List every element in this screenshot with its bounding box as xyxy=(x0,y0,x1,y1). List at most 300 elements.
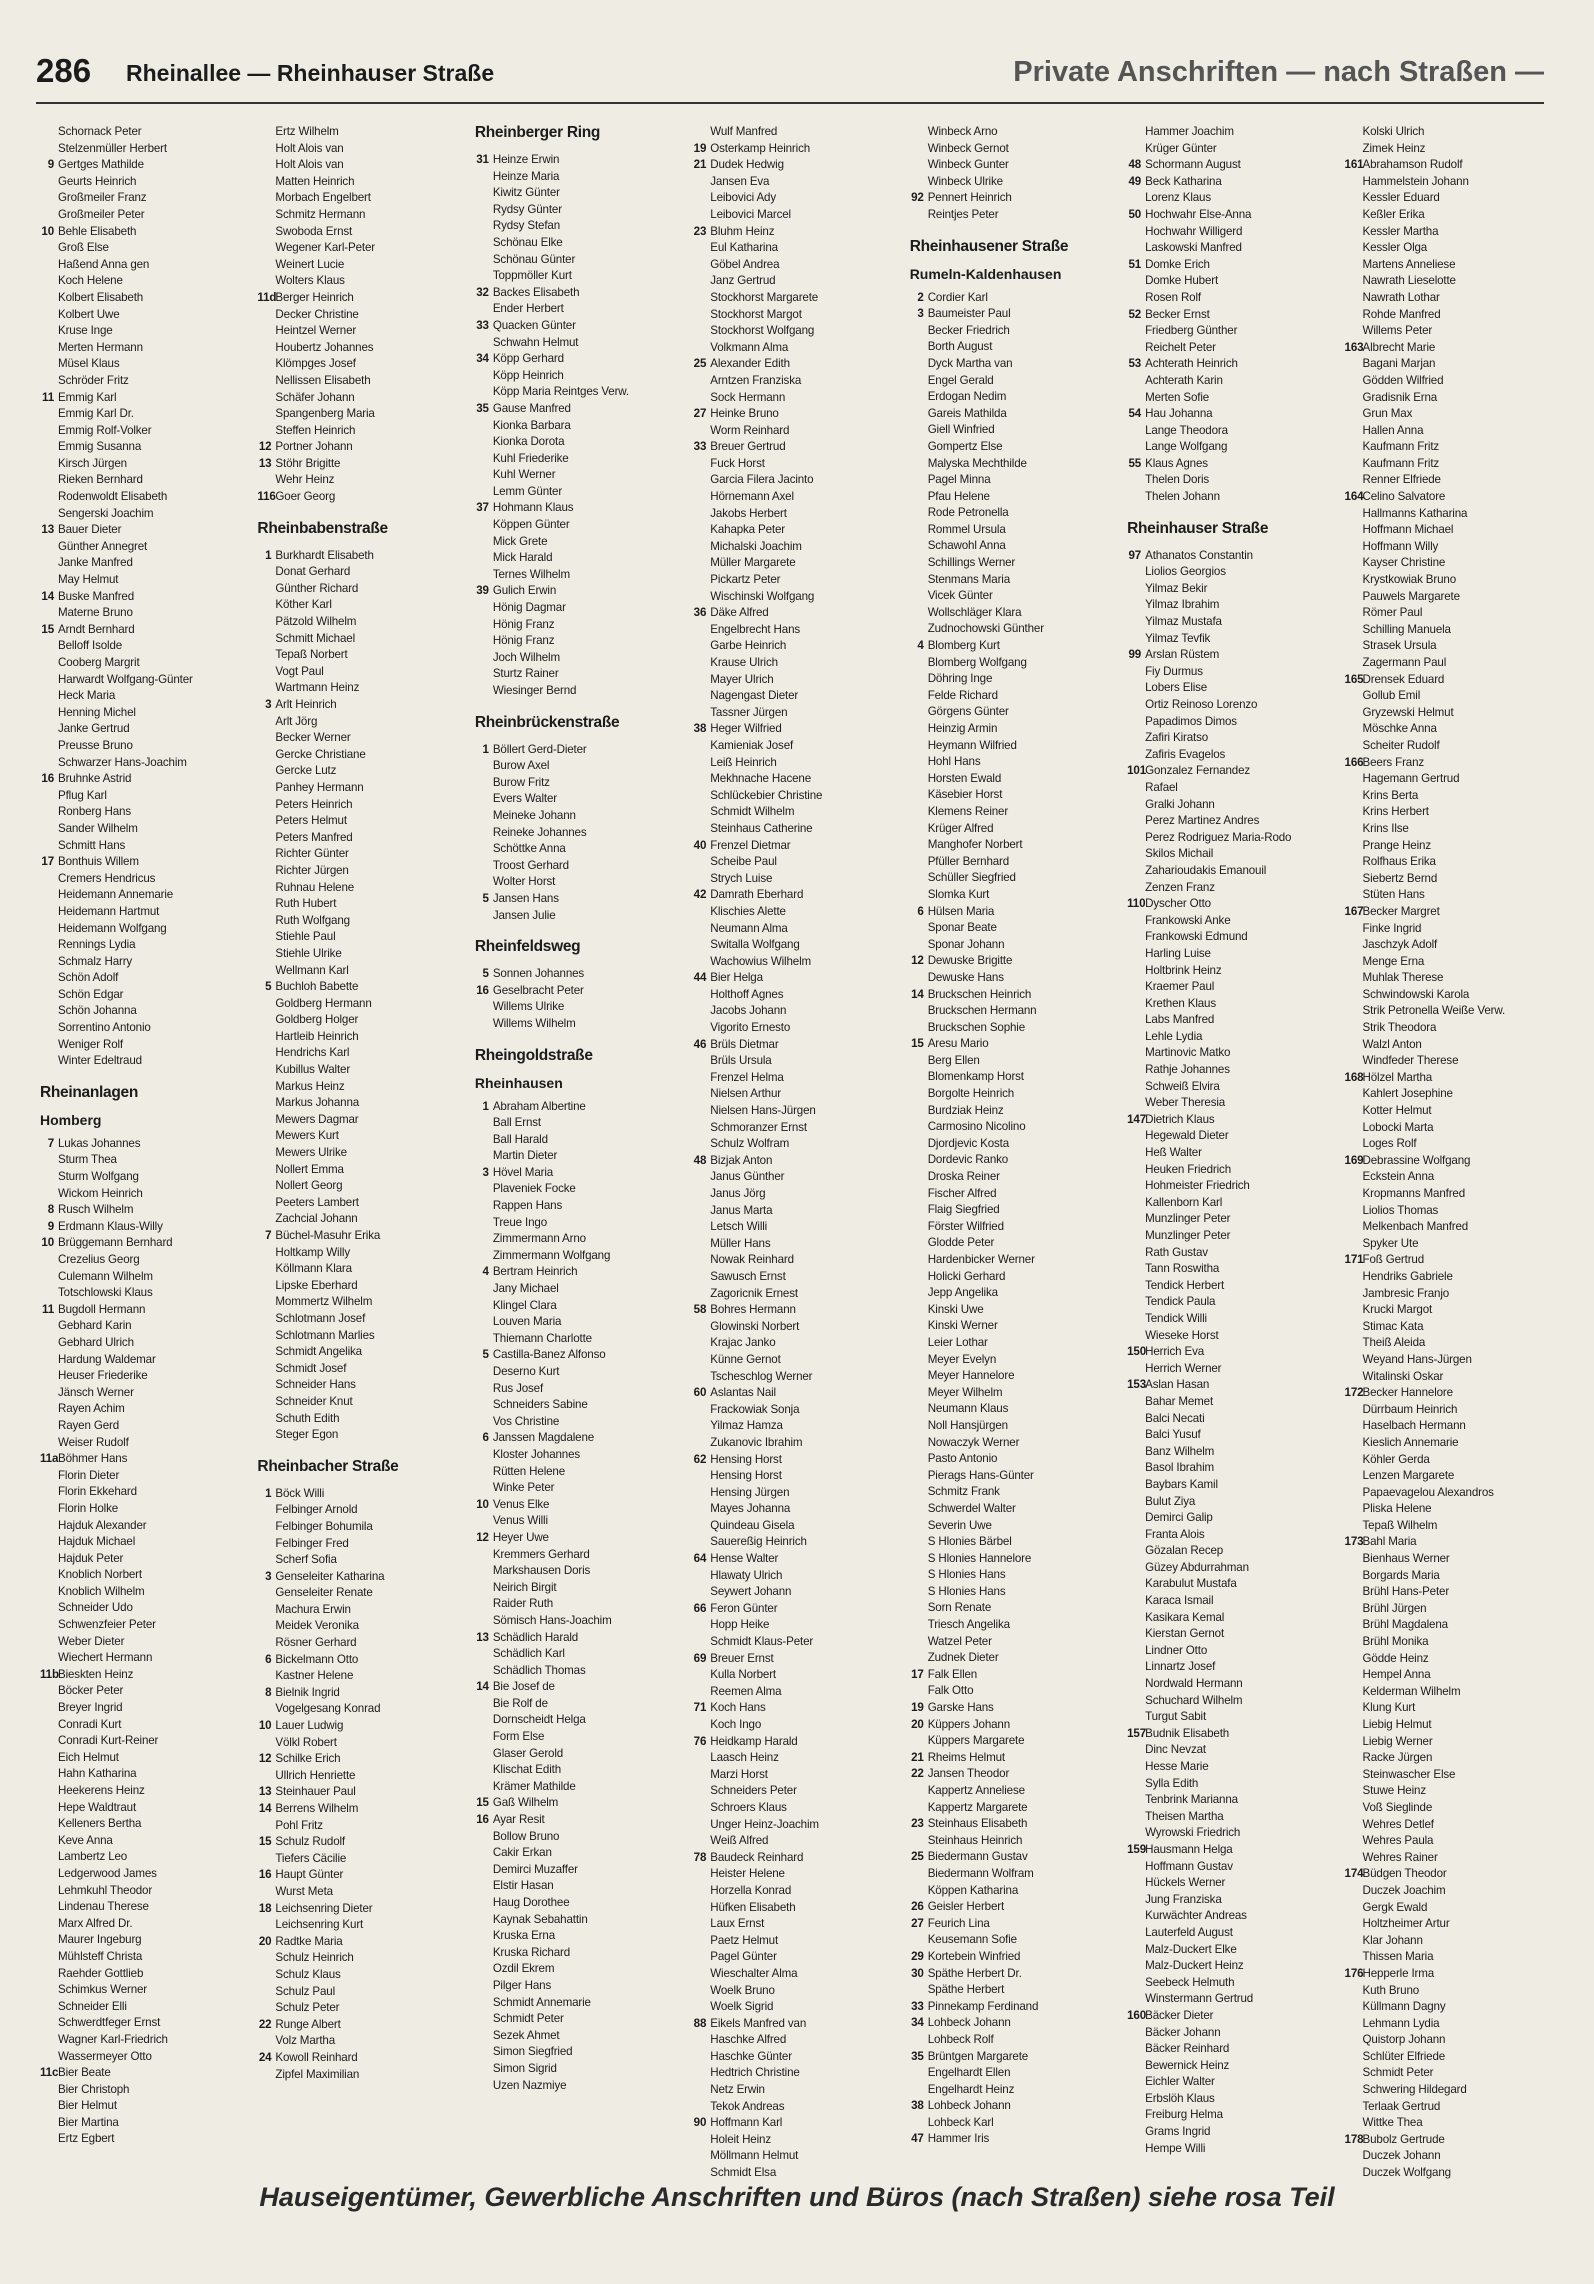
resident-name: Vicek Günter xyxy=(927,589,993,603)
resident-entry xyxy=(1345,970,1556,987)
resident-name: Maurer Ingeburg xyxy=(58,1933,142,1947)
resident-entry xyxy=(1127,157,1338,174)
resident-name: Martinovic Matko xyxy=(1145,1046,1231,1060)
house-number: 17 xyxy=(41,855,54,869)
resident-entry xyxy=(1127,456,1338,473)
resident-entry xyxy=(1345,1020,1556,1037)
resident-name: Lehle Lydia xyxy=(1145,1029,1203,1043)
resident-entry xyxy=(692,921,903,938)
resident-name: Nollert Emma xyxy=(275,1162,344,1176)
resident-entry xyxy=(257,1377,468,1394)
resident-entry xyxy=(910,1518,1121,1535)
resident-name: Mick Grete xyxy=(492,534,548,548)
resident-name: Venus Willi xyxy=(492,1514,548,1528)
resident-name: Hölzel Martha xyxy=(1362,1070,1433,1084)
resident-name: Ball Ernst xyxy=(492,1116,541,1130)
house-number: 16 xyxy=(258,1868,272,1882)
resident-entry xyxy=(1345,2115,1556,2132)
resident-entry xyxy=(1345,1485,1556,1502)
resident-entry xyxy=(910,1899,1121,1916)
resident-entry xyxy=(257,680,468,697)
resident-name: Burow Fritz xyxy=(492,775,550,789)
resident-entry xyxy=(692,688,903,705)
resident-entry xyxy=(475,1198,686,1215)
resident-name: Kubillus Walter xyxy=(275,1063,351,1077)
resident-entry xyxy=(475,1099,686,1116)
resident-entry xyxy=(475,791,686,808)
resident-entry xyxy=(257,1328,468,1345)
resident-name: Emmig Susanna xyxy=(58,440,142,454)
house-number: 33 xyxy=(476,318,489,332)
resident-entry xyxy=(1345,1402,1556,1419)
resident-name: Schmidt Wilhelm xyxy=(710,805,795,819)
resident-name: Richter Jürgen xyxy=(275,863,349,877)
resident-name: Klömpges Josef xyxy=(275,357,356,371)
resident-entry xyxy=(40,1949,251,1966)
resident-name: Kloster Johannes xyxy=(492,1447,581,1461)
resident-name: Demirci Galip xyxy=(1145,1511,1213,1525)
resident-entry xyxy=(692,2016,903,2033)
resident-entry xyxy=(1345,638,1556,655)
resident-name: Horsten Ewald xyxy=(927,771,1002,785)
resident-entry xyxy=(40,1932,251,1949)
resident-name: Holt Alois van xyxy=(275,141,344,155)
house-number: 54 xyxy=(1128,407,1142,421)
resident-entry xyxy=(40,2015,251,2032)
resident-name: Schädlich Karl xyxy=(492,1647,565,1661)
resident-entry xyxy=(40,1484,251,1501)
resident-entry xyxy=(692,373,903,390)
resident-name: Brüls Ursula xyxy=(710,1054,772,1068)
resident-name: Wollschläger Klara xyxy=(927,605,1022,619)
resident-name: Seywert Johann xyxy=(710,1585,792,1599)
resident-name: Muhlak Therese xyxy=(1362,971,1444,985)
resident-name: Hense Walter xyxy=(710,1552,779,1566)
resident-name: Kessler Martha xyxy=(1362,224,1439,238)
resident-entry xyxy=(257,1818,468,1835)
resident-name: Rafael xyxy=(1145,780,1178,794)
resident-name: Kamieniak Josef xyxy=(710,738,794,752)
resident-name: Abraham Albertine xyxy=(492,1099,586,1113)
resident-name: Kallenborn Karl xyxy=(1145,1195,1223,1209)
resident-entry xyxy=(692,1236,903,1253)
resident-name: Meineke Johann xyxy=(492,808,576,822)
resident-entry xyxy=(1127,1908,1338,1925)
resident-entry xyxy=(1345,1518,1556,1535)
resident-entry xyxy=(1127,439,1338,456)
resident-entry xyxy=(257,647,468,664)
resident-name: Willems Peter xyxy=(1362,324,1433,338)
resident-name: Eul Katharina xyxy=(710,241,778,255)
resident-name: Dewuske Brigitte xyxy=(927,954,1013,968)
resident-entry xyxy=(1345,1883,1556,1900)
resident-entry xyxy=(1345,522,1556,539)
resident-name: Leiß Heinrich xyxy=(710,755,777,769)
resident-entry xyxy=(1127,614,1338,631)
resident-name: Treue Ingo xyxy=(492,1215,547,1229)
resident-entry xyxy=(40,1999,251,2016)
resident-entry xyxy=(1127,290,1338,307)
resident-name: Burdziak Heinz xyxy=(927,1103,1004,1117)
resident-entry xyxy=(475,1165,686,1182)
house-number: 1 xyxy=(482,1099,489,1113)
resident-name: Reichelt Peter xyxy=(1145,340,1216,354)
resident-name: Schröder Fritz xyxy=(58,373,129,387)
resident-entry xyxy=(475,775,686,792)
resident-entry xyxy=(475,1862,686,1879)
resident-name: Kortebein Winfried xyxy=(927,1949,1021,1963)
resident-name: Heuken Friedrich xyxy=(1145,1162,1231,1176)
resident-name: Liolios Thomas xyxy=(1362,1203,1439,1217)
resident-entry xyxy=(257,863,468,880)
resident-entry xyxy=(1345,1103,1556,1120)
resident-entry xyxy=(475,484,686,501)
resident-entry xyxy=(257,581,468,598)
resident-entry xyxy=(257,273,468,290)
resident-entry xyxy=(1345,1750,1556,1767)
resident-name: Hohl Hans xyxy=(927,755,981,769)
house-number: 92 xyxy=(911,191,924,205)
resident-name: Celino Salvatore xyxy=(1362,490,1446,504)
resident-name: Bier Christoph xyxy=(58,2082,130,2096)
resident-name: Hajduk Alexander xyxy=(58,1518,147,1532)
resident-entry xyxy=(692,854,903,871)
resident-entry xyxy=(910,804,1121,821)
resident-name: Schmalz Harry xyxy=(58,954,133,968)
resident-name: Basol Ibrahim xyxy=(1145,1461,1215,1475)
resident-name: Hammer Joachim xyxy=(1145,125,1234,138)
resident-name: Hörnemann Axel xyxy=(710,490,794,504)
resident-name: Decker Christine xyxy=(275,307,359,321)
resident-entry xyxy=(257,1701,468,1718)
resident-entry xyxy=(910,688,1121,705)
resident-entry xyxy=(475,1829,686,1846)
resident-name: Kastner Helene xyxy=(275,1669,354,1683)
resident-entry xyxy=(692,1120,903,1137)
resident-name: Hepe Waldtraut xyxy=(58,1800,137,1814)
resident-name: Rieken Bernhard xyxy=(58,473,143,487)
resident-entry xyxy=(475,891,686,908)
resident-entry xyxy=(1127,697,1338,714)
resident-name: Holtkamp Willy xyxy=(275,1245,350,1259)
resident-name: Schöttke Anna xyxy=(492,842,566,856)
resident-name: Dyck Martha van xyxy=(927,356,1013,370)
resident-name: Strik Theodora xyxy=(1362,1021,1437,1035)
house-number: 11b xyxy=(40,1667,59,1681)
resident-entry xyxy=(257,979,468,996)
resident-entry xyxy=(1127,1245,1338,1262)
resident-entry xyxy=(1345,439,1556,456)
street-heading: Rheinfeldsweg xyxy=(474,938,581,956)
resident-name: Reemen Alma xyxy=(710,1684,782,1698)
resident-entry xyxy=(910,1186,1121,1203)
resident-name: Klischies Alette xyxy=(710,904,786,918)
resident-name: Zagoricnik Ernest xyxy=(710,1286,798,1300)
resident-name: Engel Gerald xyxy=(927,373,994,387)
resident-entry xyxy=(910,174,1121,191)
resident-entry xyxy=(257,747,468,764)
resident-name: Yilmaz Tevfik xyxy=(1145,631,1211,645)
resident-entry xyxy=(1127,1394,1338,1411)
resident-entry xyxy=(257,1735,468,1752)
resident-name: Büchel-Masuhr Erika xyxy=(275,1229,381,1242)
resident-name: Eich Helmut xyxy=(58,1750,119,1764)
resident-entry xyxy=(257,1569,468,1586)
resident-entry xyxy=(40,1551,251,1568)
resident-name: Duczek Johann xyxy=(1362,2149,1441,2163)
resident-name: Kropmanns Manfred xyxy=(1362,1187,1466,1200)
resident-name: Vos Christine xyxy=(492,1414,560,1428)
resident-name: Schönau Günter xyxy=(492,252,576,266)
resident-entry xyxy=(40,1318,251,1335)
resident-name: Letsch Willi xyxy=(710,1220,768,1234)
resident-name: Rusch Wilhelm xyxy=(58,1203,134,1217)
resident-entry xyxy=(40,1252,251,1269)
resident-name: Demirci Muzaffer xyxy=(492,1862,578,1876)
resident-entry xyxy=(692,1319,903,1336)
resident-entry xyxy=(692,1866,903,1883)
resident-entry xyxy=(1345,1269,1556,1286)
resident-name: Schroers Klaus xyxy=(710,1800,787,1814)
resident-name: Köther Karl xyxy=(275,598,332,612)
resident-name: Zimmermann Wolfgang xyxy=(492,1248,611,1262)
resident-name: Willems Ulrike xyxy=(492,1000,565,1014)
resident-entry xyxy=(40,1866,251,1883)
resident-entry xyxy=(910,1750,1121,1767)
resident-name: Pagel Minna xyxy=(927,473,991,487)
resident-entry xyxy=(1127,1460,1338,1477)
resident-entry xyxy=(475,1596,686,1613)
resident-entry xyxy=(910,1866,1121,1883)
resident-name: Brüntgen Margarete xyxy=(927,2049,1029,2063)
resident-name: Thelen Doris xyxy=(1145,473,1210,487)
resident-name: Erbslöh Klaus xyxy=(1145,2091,1215,2105)
house-number: 7 xyxy=(47,1136,54,1150)
resident-name: Hüfken Elisabeth xyxy=(710,1900,796,1914)
resident-name: Buske Manfred xyxy=(58,589,135,603)
resident-entry xyxy=(1345,406,1556,423)
resident-name: Aslantas Nail xyxy=(710,1386,776,1400)
resident-name: Weyand Hans-Jürgen xyxy=(1362,1352,1472,1366)
resident-entry xyxy=(475,583,686,600)
resident-name: Castilla-Banez Alfonso xyxy=(492,1348,606,1362)
resident-entry xyxy=(910,1368,1121,1385)
house-number: 150 xyxy=(1127,1345,1147,1359)
resident-name: Dinc Nevzat xyxy=(1145,1743,1206,1757)
resident-name: Bier Helmut xyxy=(58,2099,117,2113)
house-number: 4 xyxy=(917,639,924,653)
resident-name: Hensing Horst xyxy=(710,1469,782,1483)
resident-entry xyxy=(475,1928,686,1945)
resident-name: Winstermann Gertrud xyxy=(1145,1992,1254,2006)
resident-entry xyxy=(1127,763,1338,780)
resident-entry xyxy=(257,996,468,1013)
resident-entry xyxy=(257,714,468,731)
resident-name: Rheims Helmut xyxy=(927,1750,1005,1764)
resident-name: Schön Edgar xyxy=(58,987,124,1001)
resident-entry xyxy=(692,2165,903,2182)
resident-entry xyxy=(692,224,903,241)
resident-name: Vogt Paul xyxy=(275,664,324,678)
resident-name: Kulla Norbert xyxy=(710,1668,776,1682)
resident-name: Sonnen Johannes xyxy=(492,967,585,981)
resident-name: Heß Walter xyxy=(1145,1146,1202,1160)
resident-entry xyxy=(1345,1003,1556,1020)
resident-name: Gödden Wilfried xyxy=(1362,373,1444,387)
house-number: 11 xyxy=(42,390,54,404)
resident-entry xyxy=(1345,1866,1556,1883)
resident-entry xyxy=(1345,1634,1556,1651)
resident-name: Spyker Ute xyxy=(1362,1236,1419,1250)
resident-name: Stuwe Heinz xyxy=(1362,1784,1426,1798)
resident-entry xyxy=(1127,1344,1338,1361)
resident-entry xyxy=(1345,2099,1556,2116)
resident-name: Meyer Hannelore xyxy=(927,1369,1015,1383)
resident-name: Hausmann Helga xyxy=(1145,1842,1233,1856)
resident-name: Munzlinger Peter xyxy=(1145,1229,1231,1242)
resident-name: Ullrich Henriette xyxy=(275,1768,356,1782)
resident-entry xyxy=(1127,780,1338,797)
house-number: 10 xyxy=(41,1236,54,1250)
resident-name: Ternes Wilhelm xyxy=(492,567,570,581)
resident-name: Lindner Otto xyxy=(1145,1643,1208,1657)
resident-name: Peters Helmut xyxy=(275,814,347,828)
house-number: 7 xyxy=(265,1229,272,1242)
resident-entry xyxy=(692,323,903,340)
resident-entry xyxy=(692,1003,903,1020)
resident-entry xyxy=(475,666,686,683)
resident-name: Grams Ingrid xyxy=(1145,2125,1211,2139)
resident-entry xyxy=(40,705,251,722)
resident-name: Radtke Maria xyxy=(275,1934,343,1948)
resident-entry xyxy=(692,1269,903,1286)
resident-name: Brüls Dietmar xyxy=(710,1037,779,1051)
resident-name: Hönig Franz xyxy=(492,617,555,631)
resident-entry xyxy=(257,1411,468,1428)
resident-entry xyxy=(1345,1335,1556,1352)
resident-entry xyxy=(257,2017,468,2034)
directory-column-4 xyxy=(692,124,903,2184)
resident-entry xyxy=(910,439,1121,456)
directory-column-6 xyxy=(1127,124,1338,2184)
resident-entry xyxy=(910,1833,1121,1850)
resident-name: Meyer Evelyn xyxy=(927,1352,997,1366)
resident-entry xyxy=(1127,1477,1338,1494)
resident-entry xyxy=(1127,307,1338,324)
resident-entry xyxy=(40,1766,251,1783)
resident-name: Schulz Klaus xyxy=(275,1967,341,1981)
resident-entry xyxy=(692,190,903,207)
resident-name: Hönig Franz xyxy=(492,634,555,648)
resident-name: Thiemann Charlotte xyxy=(492,1331,592,1345)
resident-name: Hesse Marie xyxy=(1145,1760,1209,1773)
resident-entry xyxy=(692,539,903,556)
resident-entry xyxy=(910,1202,1121,1219)
resident-name: Winke Peter xyxy=(492,1481,555,1495)
resident-entry xyxy=(40,904,251,921)
resident-entry xyxy=(40,1816,251,1833)
resident-name: Tiefers Cäcilie xyxy=(275,1851,347,1865)
resident-entry xyxy=(910,870,1121,887)
house-number: 97 xyxy=(1128,548,1142,562)
resident-entry xyxy=(475,434,686,451)
resident-entry xyxy=(475,1464,686,1481)
house-number: 18 xyxy=(258,1901,272,1915)
resident-entry xyxy=(40,854,251,871)
resident-entry xyxy=(40,2115,251,2132)
resident-entry xyxy=(1345,1800,1556,1817)
resident-name: Zagermann Paul xyxy=(1362,656,1447,669)
resident-entry xyxy=(40,1335,251,1352)
house-number: 160 xyxy=(1127,2008,1147,2022)
resident-name: Belloff Isolde xyxy=(58,639,123,653)
resident-name: Wiesinger Bernd xyxy=(492,684,577,697)
resident-name: Stöhr Brigitte xyxy=(275,456,341,470)
resident-name: Klaus Agnes xyxy=(1145,456,1208,470)
resident-entry xyxy=(257,1851,468,1868)
resident-name: Rydsy Stefan xyxy=(492,219,560,233)
resident-name: Heidkamp Harald xyxy=(710,1734,798,1748)
resident-name: Loges Rolf xyxy=(1362,1137,1417,1151)
resident-entry xyxy=(475,285,686,302)
resident-entry xyxy=(40,1202,251,1219)
resident-entry xyxy=(1345,1900,1556,1917)
resident-entry xyxy=(475,1513,686,1530)
resident-entry xyxy=(257,157,468,174)
resident-name: Pinnekamp Ferdinand xyxy=(927,1999,1039,2013)
resident-entry xyxy=(40,1982,251,1999)
resident-name: Lohbeck Karl xyxy=(927,2115,994,2129)
resident-entry xyxy=(475,874,686,891)
resident-entry xyxy=(40,489,251,506)
resident-name: Baumeister Paul xyxy=(927,307,1011,321)
resident-entry xyxy=(692,356,903,373)
resident-name: Pagel Günter xyxy=(710,1950,777,1964)
resident-entry xyxy=(910,1302,1121,1319)
resident-name: Perez Martinez Andres xyxy=(1145,814,1260,828)
resident-name: Pflug Karl xyxy=(58,788,107,802)
resident-entry xyxy=(40,1501,251,1518)
resident-entry xyxy=(257,1984,468,2001)
resident-entry xyxy=(40,1186,251,1203)
district-heading: Homberg xyxy=(40,1111,102,1128)
resident-entry xyxy=(692,1037,903,1054)
resident-entry xyxy=(1127,647,1338,664)
resident-entry xyxy=(475,1912,686,1929)
resident-entry xyxy=(475,617,686,634)
resident-entry xyxy=(257,406,468,423)
resident-name: Krins Herbert xyxy=(1362,805,1429,819)
house-number: 34 xyxy=(911,2016,924,2030)
resident-name: Quindeau Gisela xyxy=(710,1518,795,1532)
resident-name: Wagner Karl-Friedrich xyxy=(58,2032,168,2046)
house-number: 24 xyxy=(258,2050,272,2064)
resident-entry xyxy=(1345,1286,1556,1303)
resident-name: Hempe Willi xyxy=(1145,2141,1206,2155)
resident-name: Sezek Ahmet xyxy=(492,2028,560,2042)
resident-entry xyxy=(257,1502,468,1519)
resident-entry xyxy=(1127,373,1338,390)
resident-name: Haschke Alfred xyxy=(710,2033,787,2047)
resident-name: Henning Michel xyxy=(58,705,136,719)
resident-name: Bielnik Ingrid xyxy=(275,1685,340,1699)
resident-entry xyxy=(257,1718,468,1735)
resident-entry xyxy=(257,830,468,847)
resident-name: Harling Luise xyxy=(1145,946,1211,960)
resident-name: Schmoranzer Ernst xyxy=(710,1120,807,1134)
resident-entry xyxy=(475,401,686,418)
resident-name: Leibovici Ady xyxy=(710,191,776,205)
